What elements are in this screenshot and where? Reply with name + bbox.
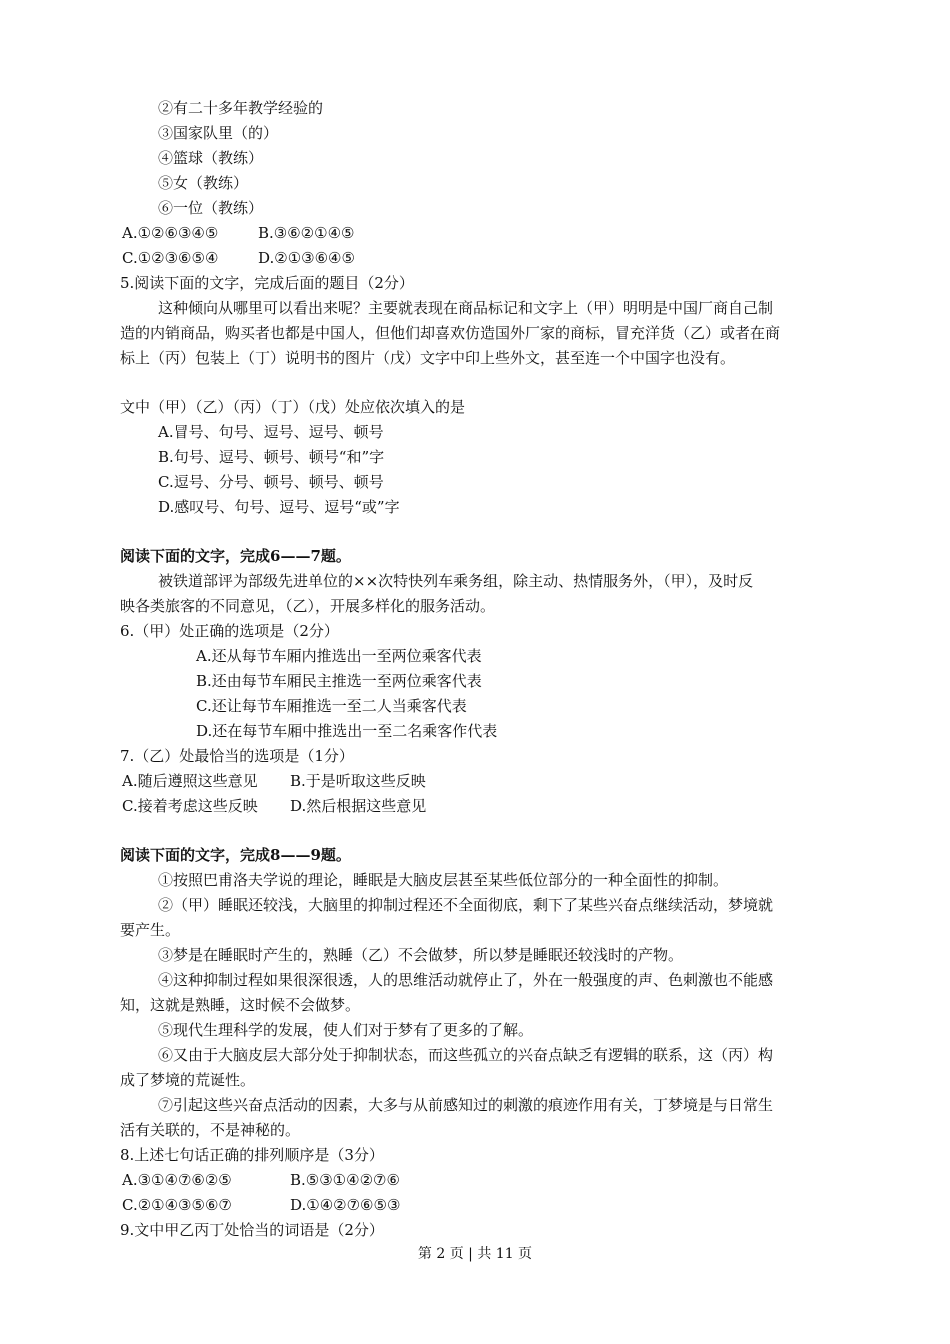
q8-option-a: A.③①④⑦⑥②⑤ [122,1171,232,1189]
q8-option-d: D.①④②⑦⑥⑤③ [290,1196,401,1214]
q6-stem: 6.（甲）处正确的选项是（2分） [120,622,339,640]
q5-option-b: B.句号、逗号、顿号、顿号“和”字 [158,448,385,466]
sentence-line: ③梦是在睡眠时产生的，熟睡（乙）不会做梦，所以梦是睡眠还较浅时的产物。 [158,946,684,964]
q4-option-b: B.③⑥②①④⑤ [258,224,355,242]
q4-item-4: ④篮球（教练） [158,149,264,167]
q5-passage-line: 标上（丙）包装上（丁）说明书的图片（戊）文字中印上些外文，甚至连一个中国字也没有。 [120,349,736,367]
sentence-line: 成了梦境的荒诞性。 [120,1071,256,1089]
q4-option-a: A.①②⑥③④⑤ [122,224,219,242]
q5-option-a: A.冒号、句号、逗号、逗号、顿号 [158,423,384,441]
q4-item-5: ⑤女（教练） [158,174,249,192]
q4-option-d: D.②①③⑥④⑤ [258,249,355,267]
q8-stem: 8.上述七句话正确的排列顺序是（3分） [120,1146,384,1164]
sentence-line: ⑤现代生理科学的发展，使人们对于梦有了更多的了解。 [158,1021,534,1039]
q8-option-b: B.⑤③①④②⑦⑥ [290,1171,400,1189]
sentence-line: ④这种抑制过程如果很深很透，人的思维活动就停止了，外在一般强度的声、色刺激也不能感 [158,971,774,989]
sec67-passage-line: 映各类旅客的不同意见，（乙），开展多样化的服务活动。 [120,597,496,615]
q6-option-a: A.还从每节车厢内推选出一至两位乘客代表 [196,647,482,665]
sentence-line: ②（甲）睡眠还较浅，大脑里的抑制过程还不全面彻底，剩下了某些兴奋点继续活动，梦境就 [158,896,774,914]
q6-option-b: B.还由每节车厢民主推选一至两位乘客代表 [196,672,482,690]
q6-option-c: C.还让每节车厢推选一至二人当乘客代表 [196,697,467,715]
q5-passage-line: 这种倾向从哪里可以看出来呢？主要就表现在商品标记和文字上（甲）明明是中国厂商自己制 [158,299,774,317]
q7-option-c: C.接着考虑这些反映 [122,797,258,815]
sec67-passage-line: 被铁道部评为部级先进单位的××次特快列车乘务组，除主动、热情服务外，（甲），及时反 [158,572,754,590]
q4-item-3: ③国家队里（的） [158,124,279,142]
q9-stem: 9.文中甲乙丙丁处恰当的词语是（2分） [120,1221,384,1239]
sentence-line: ⑥又由于大脑皮层大部分处于抑制状态，而这些孤立的兴奋点缺乏有逻辑的联系，这（丙）构 [158,1046,774,1064]
sentence-line: ⑦引起这些兴奋点活动的因素，大多与从前感知过的刺激的痕迹作用有关，丁梦境是与日常生 [158,1096,774,1114]
q7-option-d: D.然后根据这些意见 [290,797,427,815]
q5-stem: 5.阅读下面的文字，完成后面的题目（2分） [120,274,414,292]
q7-option-b: B.于是听取这些反映 [290,772,426,790]
q5-question: 文中（甲）（乙）（丙）（丁）（戊）处应依次填入的是 [120,398,466,416]
q4-option-c: C.①②③⑥⑤④ [122,249,219,267]
sentence-line: 活有关联的，不是神秘的。 [120,1121,301,1139]
q4-item-2: ②有二十多年教学经验的 [158,99,324,117]
page-footer: 第 2 页 | 共 11 页 [417,1246,533,1262]
q8-option-c: C.②①④③⑤⑥⑦ [122,1196,232,1214]
q5-passage-line: 造的内销商品，购买者也都是中国人，但他们却喜欢仿造国外厂家的商标，冒充洋货（乙）或者在商 [120,324,781,342]
section-heading-8-9: 阅读下面的文字，完成8——9题。 [120,846,351,864]
sentence-line: ①按照巴甫洛夫学说的理论，睡眠是大脑皮层甚至某些低位部分的一种全面性的抑制。 [158,871,729,889]
q5-option-c: C.逗号、分号、顿号、顿号、顿号 [158,473,384,491]
sentence-line: 要产生。 [120,921,181,939]
q7-stem: 7.（乙）处最恰当的选项是（1分） [120,747,354,765]
q5-option-d: D.感叹号、句号、逗号、逗号“或”字 [158,498,400,516]
sentence-line: 知，这就是熟睡，这时候不会做梦。 [120,996,361,1014]
q7-option-a: A.随后遵照这些意见 [122,772,258,790]
q6-option-d: D.还在每节车厢中推选出一至二名乘客作代表 [196,722,498,740]
section-heading-6-7: 阅读下面的文字，完成6——7题。 [120,547,351,565]
q4-item-6: ⑥一位（教练） [158,199,264,217]
